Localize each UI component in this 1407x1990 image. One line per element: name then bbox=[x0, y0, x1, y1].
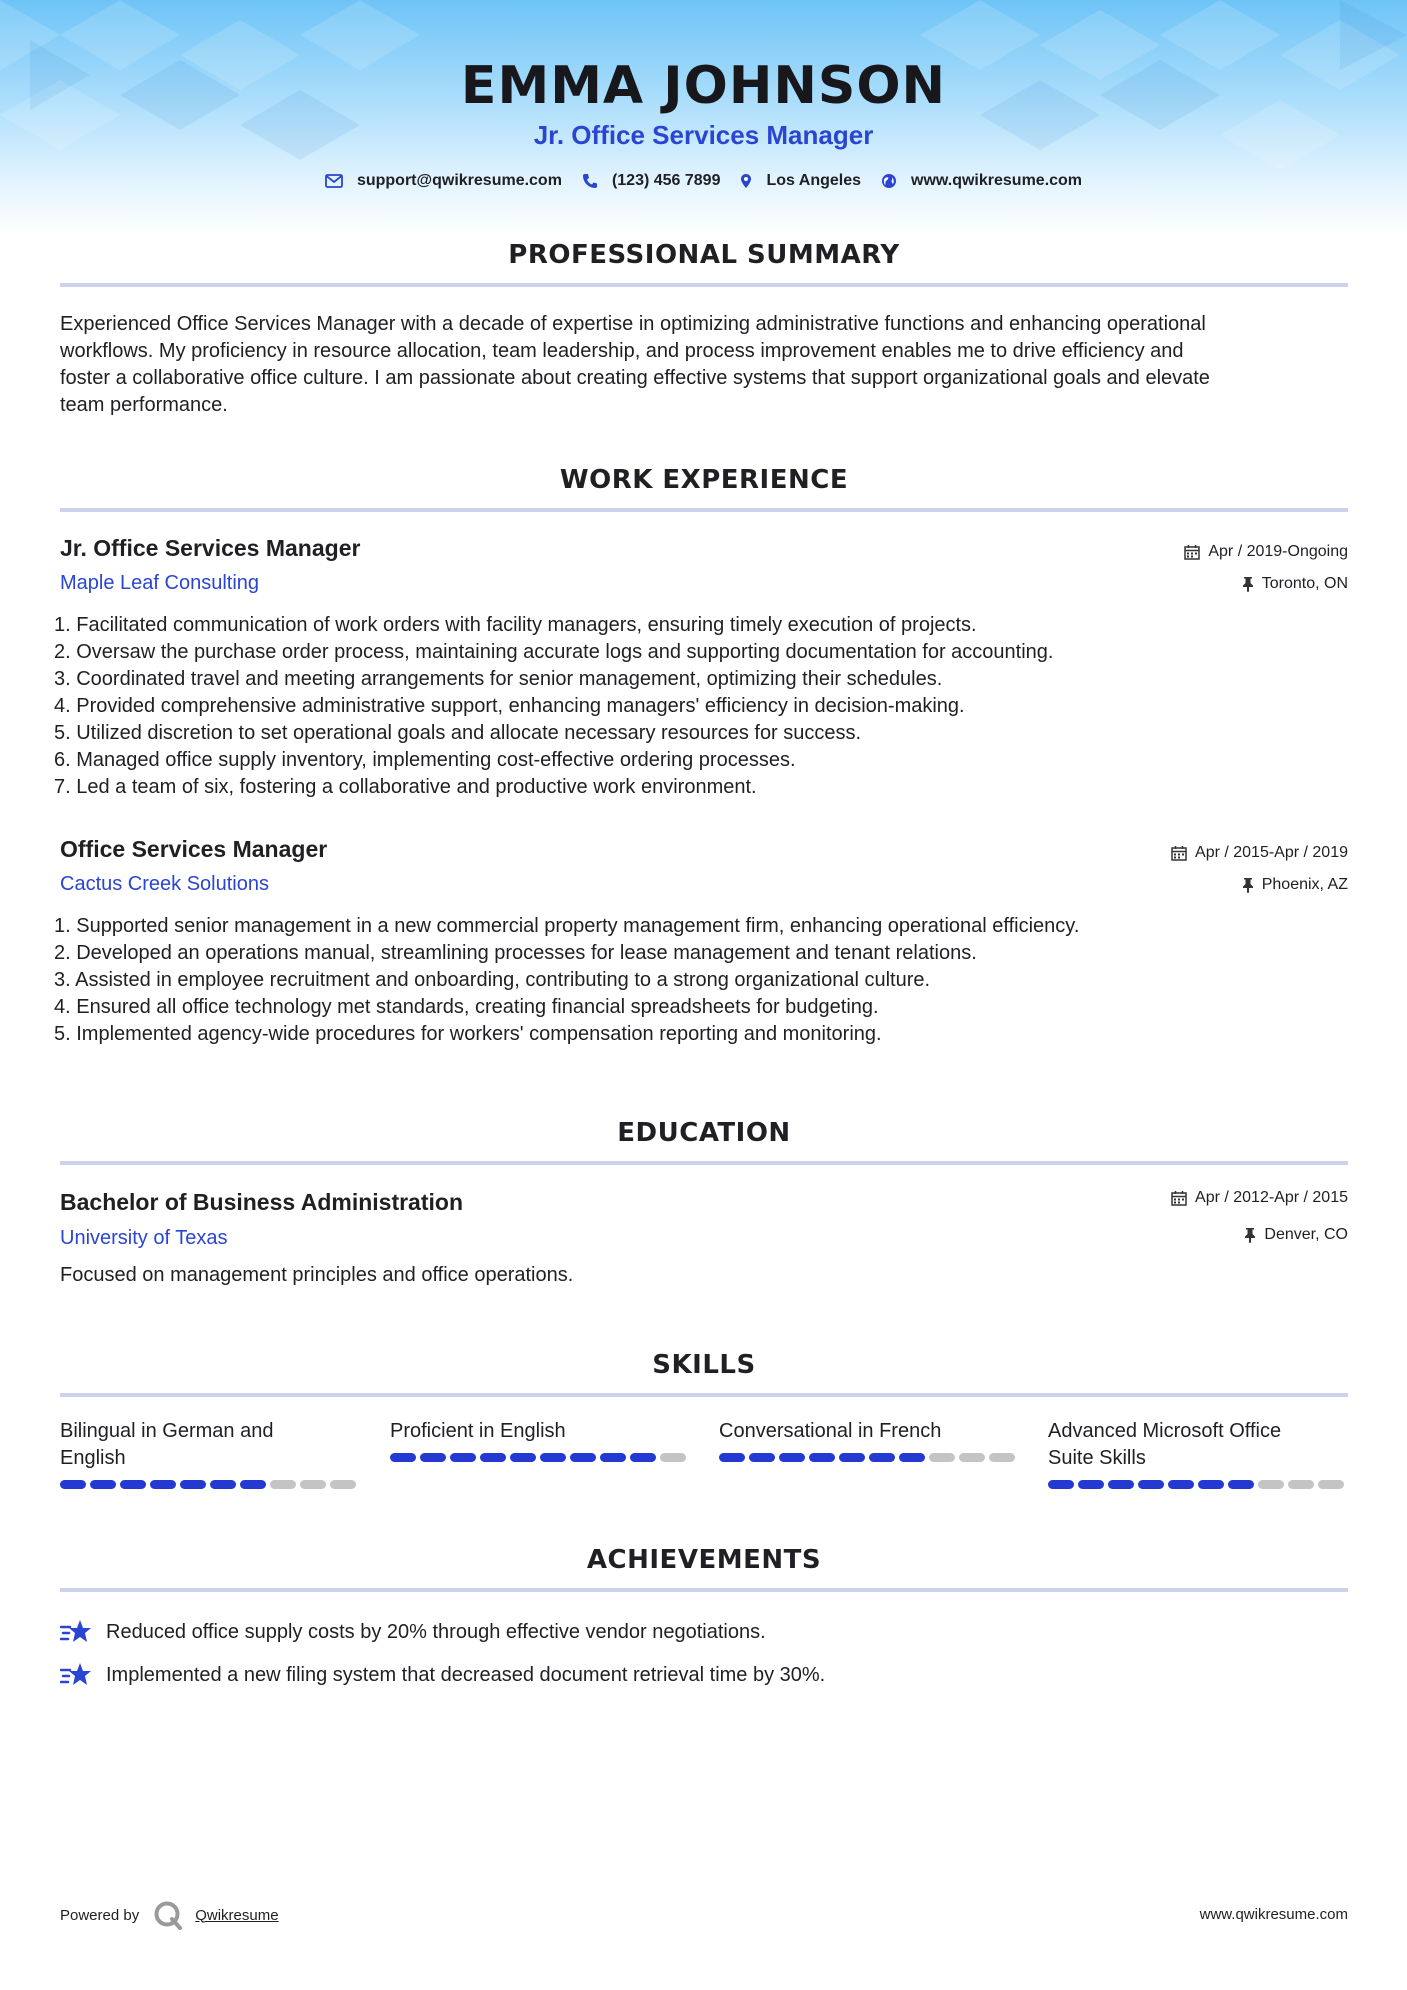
skill-segment-filled bbox=[480, 1453, 506, 1462]
list-item: 4. Provided comprehensive administrative support, enhancing managers' efficiency in decision-making. bbox=[54, 695, 965, 717]
skill-name bbox=[390, 1418, 690, 1445]
phone-icon bbox=[582, 173, 598, 189]
contact-website-text: www.qwikresume.com bbox=[911, 172, 1083, 189]
skill-segment-filled bbox=[120, 1480, 146, 1489]
skill-item bbox=[390, 1418, 690, 1462]
skill-name bbox=[719, 1418, 1019, 1445]
hexagon-pattern bbox=[0, 0, 1407, 235]
contact-phone-text: (123) 456 7899 bbox=[611, 172, 721, 189]
skill-item bbox=[719, 1418, 1019, 1462]
job-location-text: Phoenix, AZ bbox=[1261, 876, 1348, 893]
summary-line: Experienced Office Services Manager with a decade of expertise in optimizing administrative functions and enhancing operational bbox=[60, 313, 1206, 335]
skill-segment-empty bbox=[929, 1453, 955, 1462]
skill-segment-filled bbox=[210, 1480, 236, 1489]
skill-name-line: Suite Skills bbox=[1048, 1447, 1146, 1469]
skill-name-line: English bbox=[60, 1447, 126, 1469]
job-bullets bbox=[54, 612, 1344, 801]
skill-segment-filled bbox=[390, 1453, 416, 1462]
skill-segment-empty bbox=[330, 1480, 356, 1489]
company-name: Maple Leaf Consulting bbox=[60, 572, 260, 594]
qwikresume-link[interactable]: Qwikresume bbox=[195, 1906, 279, 1924]
skill-name-line: Advanced Microsoft Office bbox=[1048, 1420, 1282, 1442]
skill-level-bar bbox=[719, 1453, 1019, 1462]
pushpin-icon bbox=[1242, 877, 1254, 893]
job-dates-text: Apr / 2015-Apr / 2019 bbox=[1195, 844, 1348, 861]
skill-segment-empty bbox=[1258, 1480, 1284, 1489]
achievement-item bbox=[60, 1618, 766, 1646]
summary-line: team performance. bbox=[60, 394, 228, 416]
skill-name bbox=[1048, 1418, 1348, 1472]
contact-email[interactable] bbox=[325, 172, 562, 190]
achievements-divider bbox=[60, 1588, 1348, 1592]
job-bullets bbox=[54, 913, 1344, 1048]
summary-line: workflows. My proficiency in resource allocation, team leadership, and process improvement enables me to drive efficiency and bbox=[60, 340, 1184, 362]
skill-segment-filled bbox=[1198, 1480, 1224, 1489]
job-dates bbox=[1184, 543, 1348, 561]
qwikresume-logo-icon bbox=[153, 1900, 183, 1930]
skill-segment-filled bbox=[60, 1480, 86, 1489]
list-item: 2. Developed an operations manual, streamlining processes for lease management and tenant relations. bbox=[54, 942, 977, 964]
education-divider bbox=[60, 1161, 1348, 1165]
candidate-title: Jr. Office Services Manager bbox=[533, 120, 874, 150]
skill-segment-filled bbox=[450, 1453, 476, 1462]
list-item: 6. Managed office supply inventory, implementing cost-effective ordering processes. bbox=[54, 749, 796, 771]
skill-name-line: Proficient in English bbox=[390, 1420, 566, 1442]
job-location bbox=[1242, 575, 1348, 593]
job-location bbox=[1242, 876, 1348, 894]
list-item: 1. Supported senior management in a new commercial property management firm, enhancing operational efficiency. bbox=[54, 915, 1080, 937]
list-item: 3. Coordinated travel and meeting arrangements for senior management, optimizing their schedules. bbox=[54, 668, 943, 690]
skills-heading: SKILLS bbox=[652, 1350, 756, 1380]
skill-level-bar bbox=[60, 1480, 360, 1489]
experience-divider bbox=[60, 508, 1348, 512]
list-item: 4. Ensured all office technology met standards, creating financial spreadsheets for budgeting. bbox=[54, 996, 879, 1018]
skill-segment-filled bbox=[1228, 1480, 1254, 1489]
experience-heading: WORK EXPERIENCE bbox=[559, 465, 849, 495]
summary-line: foster a collaborative office culture. I am passionate about creating effective systems that support organizational goals and elevate bbox=[60, 367, 1210, 389]
summary-divider bbox=[60, 283, 1348, 287]
calendar-icon bbox=[1184, 544, 1200, 560]
degree-title: Bachelor of Business Administration bbox=[60, 1189, 463, 1215]
achievement-text: Reduced office supply costs by 20% through effective vendor negotiations. bbox=[106, 1620, 766, 1643]
skill-segment-empty bbox=[300, 1480, 326, 1489]
skill-segment-empty bbox=[959, 1453, 985, 1462]
candidate-name: EMMA JOHNSON bbox=[460, 56, 947, 116]
skill-segment-filled bbox=[779, 1453, 805, 1462]
footer-website[interactable]: www.qwikresume.com bbox=[1199, 1906, 1348, 1923]
achievements-heading: ACHIEVEMENTS bbox=[586, 1545, 822, 1575]
school-name: University of Texas bbox=[60, 1227, 228, 1249]
contact-bar bbox=[0, 172, 1407, 190]
skill-segment-filled bbox=[420, 1453, 446, 1462]
achievement-item bbox=[60, 1661, 825, 1689]
skill-name-line: Conversational in French bbox=[719, 1420, 942, 1442]
pushpin-icon bbox=[1242, 576, 1254, 592]
envelope-icon bbox=[325, 174, 343, 188]
contact-location-text: Los Angeles bbox=[766, 172, 862, 189]
skill-segment-filled bbox=[540, 1453, 566, 1462]
job-location-text: Toronto, ON bbox=[1261, 575, 1348, 592]
powered-by-label: Powered by bbox=[60, 1906, 140, 1924]
list-item: 5. Utilized discretion to set operational goals and allocate necessary resources for success. bbox=[54, 722, 862, 744]
header-banner bbox=[0, 0, 1407, 235]
footer-powered-by bbox=[60, 1900, 279, 1930]
skill-item bbox=[1048, 1418, 1348, 1489]
map-pin-icon bbox=[740, 173, 752, 189]
star-icon bbox=[60, 1618, 92, 1646]
contact-email-text: support@qwikresume.com bbox=[356, 172, 562, 189]
skill-segment-filled bbox=[1078, 1480, 1104, 1489]
skill-segment-filled bbox=[839, 1453, 865, 1462]
skill-segment-filled bbox=[570, 1453, 596, 1462]
skill-segment-filled bbox=[630, 1453, 656, 1462]
education-description: Focused on management principles and office operations. bbox=[60, 1264, 574, 1286]
education-location bbox=[1244, 1226, 1348, 1244]
achievement-text: Implemented a new filing system that decreased document retrieval time by 30%. bbox=[106, 1663, 826, 1686]
company-name: Cactus Creek Solutions bbox=[60, 873, 269, 895]
skill-name-line: Bilingual in German and bbox=[60, 1420, 274, 1442]
skill-segment-filled bbox=[749, 1453, 775, 1462]
skill-segment-filled bbox=[600, 1453, 626, 1462]
skill-segment-filled bbox=[150, 1480, 176, 1489]
skill-segment-empty bbox=[1318, 1480, 1344, 1489]
skills-divider bbox=[60, 1393, 1348, 1397]
list-item: 1. Facilitated communication of work orders with facility managers, ensuring timely execution of projects. bbox=[54, 614, 977, 636]
skill-segment-empty bbox=[660, 1453, 686, 1462]
summary-text bbox=[60, 311, 1348, 419]
skill-level-bar bbox=[1048, 1480, 1348, 1489]
education-dates-text: Apr / 2012-Apr / 2015 bbox=[1195, 1189, 1348, 1206]
skill-segment-filled bbox=[180, 1480, 206, 1489]
job-dates bbox=[1171, 844, 1348, 862]
calendar-icon bbox=[1171, 1190, 1187, 1206]
skill-segment-filled bbox=[240, 1480, 266, 1489]
skill-item bbox=[60, 1418, 360, 1489]
contact-phone[interactable] bbox=[582, 172, 721, 190]
skill-segment-empty bbox=[989, 1453, 1015, 1462]
pushpin-icon bbox=[1244, 1227, 1256, 1243]
skill-segment-filled bbox=[510, 1453, 536, 1462]
job-title: Office Services Manager bbox=[60, 836, 328, 862]
list-item: 7. Led a team of six, fostering a collaborative and productive work environment. bbox=[54, 776, 757, 798]
skill-segment-filled bbox=[899, 1453, 925, 1462]
contact-location bbox=[740, 172, 861, 190]
list-item: 2. Oversaw the purchase order process, maintaining accurate logs and supporting documentation for accounting. bbox=[54, 641, 1054, 663]
skill-segment-filled bbox=[90, 1480, 116, 1489]
summary-heading: PROFESSIONAL SUMMARY bbox=[508, 240, 900, 270]
skill-segment-filled bbox=[869, 1453, 895, 1462]
skill-segment-filled bbox=[1168, 1480, 1194, 1489]
skill-segment-filled bbox=[1138, 1480, 1164, 1489]
skill-level-bar bbox=[390, 1453, 690, 1462]
skill-segment-empty bbox=[1288, 1480, 1314, 1489]
list-item: 5. Implemented agency-wide procedures for workers' compensation reporting and monitoring. bbox=[54, 1023, 882, 1045]
job-dates-text: Apr / 2019-Ongoing bbox=[1208, 543, 1348, 560]
calendar-icon bbox=[1171, 845, 1187, 861]
skill-name bbox=[60, 1418, 360, 1472]
education-location-text: Denver, CO bbox=[1264, 1226, 1348, 1243]
skill-segment-filled bbox=[809, 1453, 835, 1462]
globe-icon bbox=[881, 173, 897, 189]
star-icon bbox=[60, 1661, 92, 1689]
contact-website[interactable] bbox=[881, 172, 1082, 190]
skill-segment-filled bbox=[719, 1453, 745, 1462]
job-title: Jr. Office Services Manager bbox=[60, 535, 361, 561]
education-heading: EDUCATION bbox=[617, 1118, 791, 1148]
list-item: 3. Assisted in employee recruitment and onboarding, contributing to a strong organizational culture. bbox=[54, 969, 931, 991]
education-dates bbox=[1171, 1189, 1348, 1207]
skill-segment-empty bbox=[270, 1480, 296, 1489]
skill-segment-filled bbox=[1048, 1480, 1074, 1489]
skill-segment-filled bbox=[1108, 1480, 1134, 1489]
